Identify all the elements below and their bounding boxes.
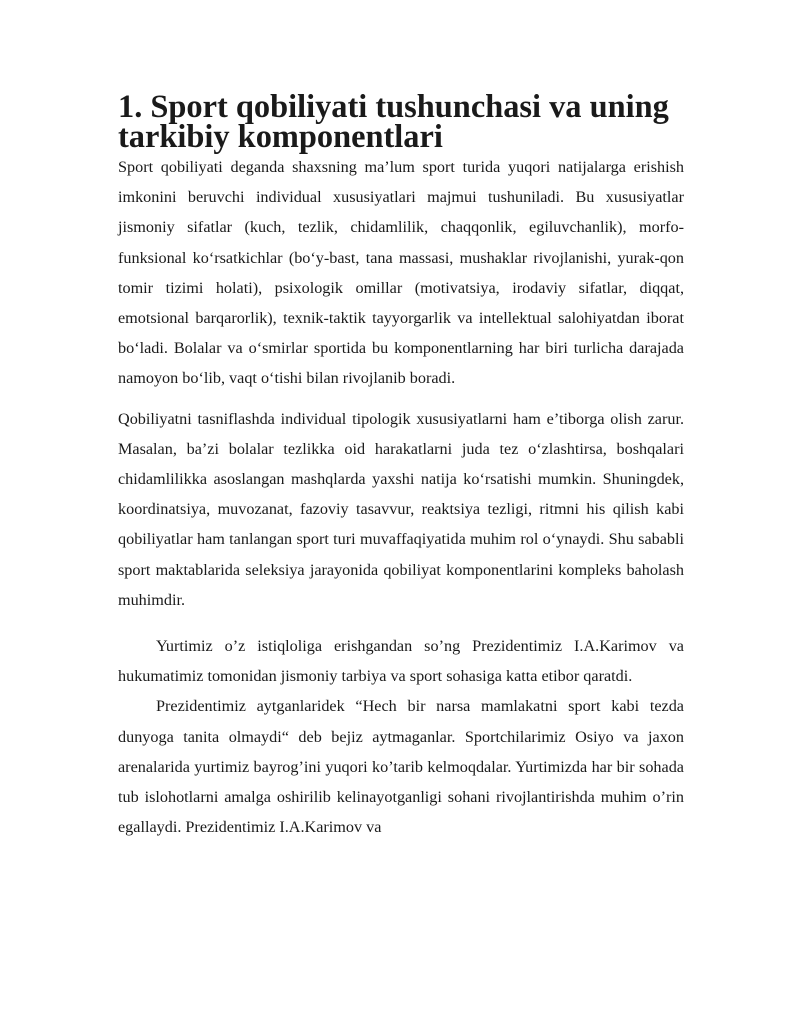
paragraph-sport-ability: Sport qobiliyati deganda shaxsning ma’lum sport turida yuqori natijalarga erishish imkonini beruvchi individual xususiyatlari majmui tushuniladi. Bu xususiyatlar jismoniy sifatlar (kuch, tezlik, chidamlilik, chaqqonlik, egiluvchanlik), morfo-funksional ko‘rsatkichlar (bo‘y-bast, tana massasi, mushaklar rivojlanishi, yurak-qon tomir tizimi holati), psixologik omillar (motivatsiya, irodaviy sifatlar, diqqat, emotsional barqarorlik), texnik-taktik tayyorgarlik va intellektual salohiyatdan iborat bo‘ladi. Bolalar va o‘smirlar sportida bu komponentlarning har biri turlicha darajada namoyon bo‘lib, vaqt o‘tishi bilan rivojlanib boradi. bbox=[118, 158, 684, 388]
document-page bbox=[118, 89, 684, 842]
section-heading: 1. Sport qobiliyati tushunchasi va uning tarkibiy komponentlari bbox=[118, 89, 669, 155]
paragraph-president-quote: Prezidentimiz aytganlaridek “Hech bir narsa mamlakatni sport kabi tezda dunyoga tanita olmaydi“ deb bejiz aytmaganlar. Sportchilarimiz Osiyo va jaxon arenalarida yurtimiz bayrog’ini yuqori ko’tarib kelmoqdalar. Yurtimizda har bir sohada tub islohotlarni amalga oshirilib kelinayotganligi sohani rivojlantirishda muhim o’rin egallaydi. Prezidentimiz I.A.Karimov va bbox=[118, 697, 684, 837]
paragraph-classification: Qobiliyatni tasniflashda individual tipologik xususiyatlarni ham e’tiborga olish zarur. Masalan, ba’zi bolalar tezlikka oid harakatlarni juda tez o‘zlashtirsa, boshqalari chidamlilikka asoslangan mashqlarda yaxshi natija ko‘rsatishi mumkin. Shuningdek, koordinatsiya, muvozanat, fazoviy tasavvur, reaktsiya tezligi, ritmni his qilish kabi qobiliyatlar ham tanlangan sport turi muvaffaqiyatida muhim rol o‘ynaydi. Shu sababli sport maktablarida seleksiya jarayonida qobiliyat komponentlarini kompleks baholash muhimdir. bbox=[118, 409, 684, 609]
paragraph-independence: Yurtimiz o’z istiqloliga erishgandan so’ng Prezidentimiz I.A.Karimov va hukumatimiz tomonidan jismoniy tarbiya va sport sohasiga katta etibor qaratdi. bbox=[118, 637, 684, 686]
